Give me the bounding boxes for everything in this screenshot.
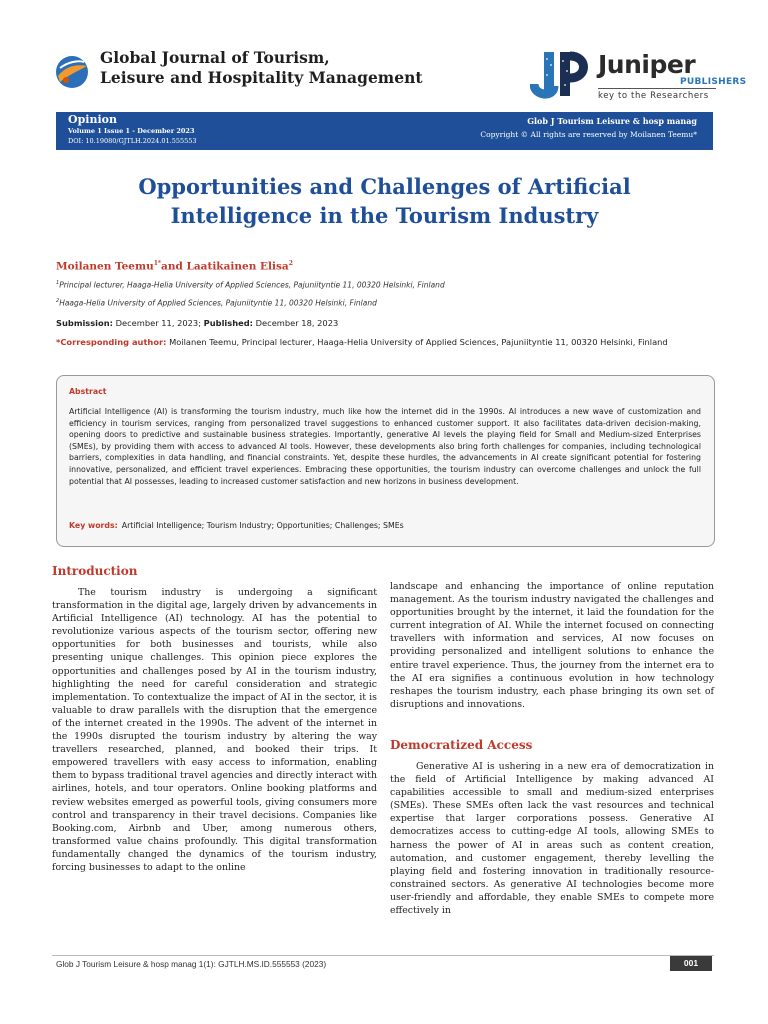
keywords-label: Key words: (69, 521, 118, 530)
affiliation-2-sup: 2 (56, 298, 60, 304)
corresponding-label: *Corresponding author: (56, 337, 167, 347)
intro-paragraph: The tourism industry is undergoing a significant transformation in the digital age, largely driven by advancements in Artificial Intelligence (AI) technology. AI has the potential to revolutionize various aspects of the tourism sector, offering new opportunities for both businesses and tourists, while also presenting unique challenges. This opinion piece explores the opportunities and challenges posed by AI in the tourism industry, highlighting the need for careful consideration and strategic implementation. To contextualize the impact of AI in the sector, it is valuable to draw parallels with the disruption that the emergence of the internet created in the 1990s. The advent of the internet in the 1990s disrupted the tourism industry by altering the way travellers researched, planned, and booked their trips. It empowered travellers with easy access to information, enabling them to bypass traditional travel agencies and directly interact with airlines, hotels, and tour operators. Online booking platforms and review websites emerged as powerful tools, giving consumers more control and transparency in their travel decisions. Companies like Booking.com, Airbnb and Uber, among numerous others, transformed value chains profoundly. This digital transformation fundamentally changed the dynamics of the tourism industry, forcing businesses to adapt to the online (52, 587, 377, 873)
journal-short-name: Glob J Tourism Leisure & hosp manag (527, 116, 697, 126)
article-title-line1: Opportunities and Challenges of Artificial (138, 174, 631, 199)
article-type: Opinion (68, 113, 117, 126)
affiliation-1 (56, 280, 445, 290)
submission-label: Submission: (56, 318, 113, 328)
corresponding-text: Moilanen Teemu, Principal lecturer, Haaga-Helia University of Applied Sciences, Pajuniityntie 11, 00320 Helsinki, Finland (166, 337, 668, 347)
footer-citation: Glob J Tourism Leisure & hosp manag 1(1): GJTLH.MS.ID.555553 (2023) (56, 959, 327, 969)
footer-divider (52, 955, 714, 956)
author-1[interactable]: Moilanen Teemu (56, 260, 154, 273)
affiliation-1-sup: 1 (56, 280, 60, 286)
abstract-body: Artificial Intelligence (AI) is transforming the tourism industry, much like how the internet did in the 1990s. AI introduces a new wave of customization and efficiency in tourism services, ranging from personalized travel suggestions to enhanced customer support. It also facilitates data-driven decision-making, opening doors to predictive and sustainable business strategies. Importantly, generative AI levels the playing field for Small and Medium-sized Enterprises (SMEs), by providing them with access to advanced AI tools. However, these developments also bring forth challenges for companies, including technological barriers, complexities in data handling, and financial constraints. Yet, despite these hurdles, the advancements in AI create significant potential for fostering innovative, personalized, and efficient travel experiences. Embracing these opportunities, the tourism industry can overcome challenges and unlock the full potential that AI possesses, leading to increased customer satisfaction and new horizons in business development. (69, 407, 701, 486)
publisher-tagline: key to the Researchers (598, 91, 709, 101)
jp-monogram-icon (530, 50, 592, 100)
publisher-sub: PUBLISHERS (680, 77, 747, 87)
democratized-column (390, 760, 714, 917)
keywords-list: Artificial Intelligence; Tourism Industry; Opportunities; Challenges; SMEs (121, 521, 404, 530)
copyright-notice: Copyright © All rights are reserved by Moilanen Teemu* (480, 130, 697, 139)
journal-globe-logo (54, 54, 90, 90)
keywords (69, 521, 404, 530)
published-date: December 18, 2023 (253, 318, 339, 328)
journal-title-line2: Leisure and Hospitality Management (100, 68, 423, 87)
article-banner (56, 112, 713, 150)
corresponding-author (56, 337, 668, 347)
affiliation-1-text: Principal lecturer, Haaga-Helia University of Applied Sciences, Pajuniityntie 11, 00320 Helsinki, Finland (59, 280, 445, 290)
author-2-sup: 2 (288, 260, 293, 267)
author-list (56, 260, 293, 273)
published-label: Published: (203, 318, 253, 328)
publisher-divider (598, 88, 716, 89)
volume-issue: Volume 1 Issue 1 - December 2023 (68, 127, 195, 135)
publisher-name: Juniper (598, 50, 696, 79)
section-heading-democratized-access: Democratized Access (390, 738, 533, 752)
affiliation-2-text: Haaga-Helia University of Applied Sciences, Pajuniityntie 11, 00320 Helsinki, Finland (59, 298, 377, 308)
submission-date: December 11, 2023; (112, 318, 204, 328)
left-column (52, 586, 377, 874)
democratized-paragraph: Generative AI is ushering in a new era of democratization in the field of Artificial Intelligence by making advanced AI capabilities accessible to small and medium-sized enterprises (SMEs). These SMEs often lack the vast resources and technical expertise that larger corporations possess. Generative AI democratizes access to cutting-edge AI tools, allowing SMEs to harness the power of AI in areas such as content creation, automation, and customer engagement, thereby levelling the playing field and fostering innovation in traditionally resource-constrained sectors. As generative AI technologies become more user-friendly and affordable, they enable SMEs to compete more effectively in (390, 761, 714, 917)
page-number: 001 (670, 956, 712, 971)
section-heading-introduction: Introduction (52, 564, 138, 578)
submission-dates (56, 318, 338, 328)
journal-title (100, 48, 423, 88)
article-title (56, 172, 713, 230)
abstract-heading: Abstract (69, 387, 107, 396)
affiliation-2 (56, 298, 377, 308)
author-1-sup: 1* (153, 260, 162, 267)
article-title-line2: Intelligence in the Tourism Industry (170, 203, 599, 228)
right-column (390, 580, 714, 711)
journal-title-line1: Global Journal of Tourism, (100, 48, 330, 67)
publisher-logo (530, 50, 747, 106)
author-2[interactable]: and Laatikainen Elisa (161, 260, 289, 273)
abstract-box (56, 375, 715, 547)
intro-continued-paragraph: landscape and enhancing the importance of online reputation management. As the tourism industry navigated the challenges and opportunities brought by the internet, it laid the foundation for the current integration of AI. While the internet focused on connecting travellers with information and services, AI now focuses on providing personalized and intelligent solutions to enhance the entire travel experience. Thus, the journey from the internet era to the AI era signifies a continuous evolution in how technology reshapes the tourism industry, each phase bringing its own set of disruptions and innovations. (390, 581, 714, 710)
doi-link[interactable]: DOI: 10.19080/GJTLH.2024.01.555553 (68, 137, 197, 145)
